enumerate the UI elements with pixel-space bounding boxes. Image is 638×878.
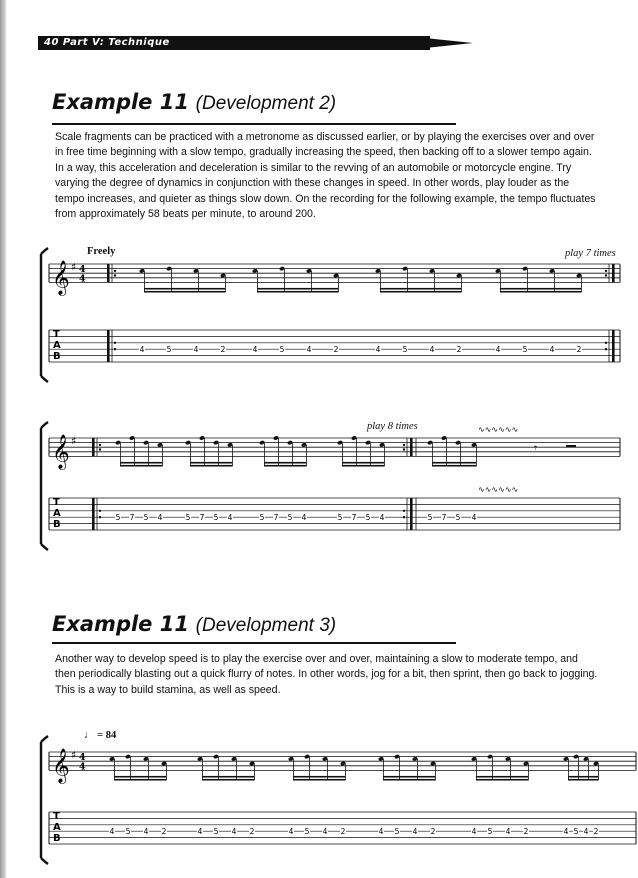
tab-fret-number: 2	[430, 827, 436, 837]
tab-fret-number: 4	[143, 827, 149, 837]
vibrato-mark: ∿∿∿∿∿∿	[478, 425, 519, 434]
tab-fret-number: 4	[288, 827, 294, 837]
tab-fret-number: 4	[322, 827, 328, 837]
example-number: Example 11	[52, 612, 189, 636]
beam	[432, 462, 476, 464]
music-system	[41, 422, 620, 550]
tab-fret-number: 4	[227, 513, 233, 523]
tab-fret-number: 4	[231, 827, 237, 837]
beam	[144, 291, 225, 293]
tab-clef-letter: A	[53, 508, 61, 519]
tab-fret-number: 4	[109, 827, 115, 837]
tab-fret-number: 4	[193, 345, 199, 355]
repeat-dot	[99, 444, 101, 446]
repeat-dot	[114, 348, 116, 350]
tab-fret-number: 4	[429, 345, 435, 355]
tab-fret-number: 4	[301, 513, 307, 523]
tab-fret-number: 5	[522, 345, 528, 355]
beam	[114, 779, 166, 781]
tab-fret-number: 4	[495, 345, 501, 355]
example-subtitle: (Development 2)	[195, 93, 337, 114]
tab-fret-number: 2	[523, 827, 529, 837]
beam	[144, 288, 225, 290]
beam	[500, 288, 581, 290]
beam	[202, 776, 254, 778]
repeat-thick-bar	[612, 264, 615, 282]
music-system	[41, 736, 636, 864]
repeat-instruction: play 8 times	[367, 421, 418, 432]
key-signature-sharp: ♯	[71, 748, 77, 762]
beam	[476, 776, 528, 778]
tab-fret-number: 2	[456, 345, 462, 355]
tab-fret-number: 5	[287, 513, 293, 523]
tab-fret-number: 4	[378, 827, 384, 837]
beam	[500, 291, 581, 293]
tab-fret-number: 5	[304, 827, 310, 837]
tab-fret-number: 4	[139, 345, 145, 355]
beam	[432, 465, 476, 467]
repeat-thick-bar	[410, 438, 413, 456]
tab-fret-number: 5	[213, 513, 219, 523]
repeat-thick-bar	[410, 498, 413, 530]
tab-fret-number: 7	[351, 513, 357, 523]
beam	[120, 465, 162, 467]
tab-fret-number: 5	[337, 513, 343, 523]
key-signature-sharp: ♯	[71, 260, 77, 274]
body-paragraph: Another way to develop speed is to play the exercise over and over, maintaining a slow to moderate tempo, and then periodically blasting out a quick flurry of notes. In other words, jog for a bit, then sprint, then go back to jogging. This is a way to build stamina, as well as speed.	[55, 653, 598, 696]
repeat-thick-bar	[107, 330, 110, 362]
tab-fret-number: 5	[115, 513, 121, 523]
tab-fret-number: 7	[199, 513, 205, 523]
vibrato-mark: ∿∿∿∿∿∿	[478, 485, 519, 494]
eighth-rest-icon: 𝄾	[534, 441, 538, 455]
tab-fret-number: 4	[412, 827, 418, 837]
repeat-dot	[605, 342, 607, 344]
tab-fret-number: 5	[427, 513, 433, 523]
tab-fret-number: 4	[379, 513, 385, 523]
system-bracket	[41, 422, 48, 550]
repeat-dot	[605, 274, 607, 276]
key-signature-sharp: ♯	[71, 434, 77, 448]
beam	[120, 462, 162, 464]
beam	[568, 776, 598, 778]
tab-fret-number: 2	[333, 345, 339, 355]
tab-clef-letter: A	[53, 822, 61, 833]
tab-fret-number: 5	[125, 827, 131, 837]
tab-fret-number: 4	[197, 827, 203, 837]
repeat-instruction: play 7 times	[565, 248, 616, 259]
beam	[202, 779, 254, 781]
beam	[264, 465, 306, 467]
beam	[114, 776, 166, 778]
tab-fret-number: 4	[505, 827, 511, 837]
repeat-dot	[99, 516, 101, 518]
tab-fret-number: 4	[306, 345, 312, 355]
tab-fret-number: 4	[375, 345, 381, 355]
repeat-thick-bar	[92, 438, 95, 456]
repeat-dot	[114, 274, 116, 276]
repeat-thick-bar	[612, 330, 615, 362]
beam	[380, 288, 461, 290]
tab-fret-number: 5	[143, 513, 149, 523]
tab-fret-number: 4	[549, 345, 555, 355]
tab-fret-number: 5	[455, 513, 461, 523]
tab-fret-number: 2	[161, 827, 167, 837]
repeat-dot	[99, 510, 101, 512]
treble-clef-icon: 𝄞	[52, 748, 70, 784]
beam	[476, 779, 528, 781]
beam	[383, 779, 435, 781]
repeat-dot	[114, 270, 116, 272]
tab-fret-number: 4	[157, 513, 163, 523]
repeat-dot	[403, 444, 405, 446]
treble-clef-icon: 𝄞	[52, 260, 70, 296]
system-bracket	[41, 736, 48, 864]
tab-fret-number: 7	[273, 513, 279, 523]
tab-fret-number: 4	[563, 827, 569, 837]
tab-fret-number: 5	[402, 345, 408, 355]
tab-fret-number: 5	[365, 513, 371, 523]
repeat-thick-bar	[107, 264, 110, 282]
repeat-dot	[114, 342, 116, 344]
beam	[257, 288, 338, 290]
tab-fret-number: 4	[583, 827, 589, 837]
tab-fret-number: 2	[340, 827, 346, 837]
time-signature-top: 4	[79, 264, 86, 276]
tab-fret-number: 2	[220, 345, 226, 355]
treble-clef-icon: 𝄞	[52, 434, 70, 470]
tab-fret-number: 4	[252, 345, 258, 355]
tab-fret-number: 5	[259, 513, 265, 523]
tab-fret-number: 2	[249, 827, 255, 837]
tempo-marking: Freely	[87, 246, 116, 257]
tab-fret-number: 7	[129, 513, 135, 523]
repeat-dot	[403, 448, 405, 450]
running-head: 40 Part V: Technique	[44, 37, 170, 48]
tab-fret-number: 7	[441, 513, 447, 523]
beam	[293, 776, 345, 778]
tab-clef-letter: T	[53, 497, 60, 508]
tab-fret-number: 2	[576, 345, 582, 355]
beam	[293, 779, 345, 781]
beam	[568, 779, 598, 781]
beam	[264, 462, 306, 464]
tempo-marking: ♩ = 84	[84, 730, 117, 741]
beam	[190, 465, 232, 467]
repeat-dot	[99, 448, 101, 450]
tab-clef-letter: T	[53, 329, 60, 340]
example-subtitle: (Development 3)	[195, 615, 337, 636]
tab-clef-letter: B	[53, 351, 61, 362]
repeat-dot	[605, 270, 607, 272]
tab-fret-number: 5	[166, 345, 172, 355]
time-signature-top: 4	[79, 752, 86, 764]
tab-fret-number: 5	[573, 827, 579, 837]
tab-clef-letter: A	[53, 340, 61, 351]
beam	[380, 291, 461, 293]
tab-clef-letter: B	[53, 519, 61, 530]
beam	[342, 462, 384, 464]
repeat-thick-bar	[92, 498, 95, 530]
beam	[342, 465, 384, 467]
beam	[190, 462, 232, 464]
beam	[257, 291, 338, 293]
tab-fret-number: 4	[471, 513, 477, 523]
tab-fret-number: 5	[279, 345, 285, 355]
tab-fret-number: 2	[593, 827, 599, 837]
repeat-dot	[403, 510, 405, 512]
repeat-dot	[605, 348, 607, 350]
half-rest-icon	[566, 445, 576, 447]
tab-fret-number: 5	[213, 827, 219, 837]
tab-fret-number: 5	[394, 827, 400, 837]
repeat-dot	[403, 516, 405, 518]
tab-clef-letter: B	[53, 833, 61, 844]
body-paragraph: Scale fragments can be practiced with a metronome as discussed earlier, or by playing the exercises over and over in free time beginning with a slow tempo, gradually increasing the speed, then backing off to a slower tempo again. In a way, this acceleration and deceleration is similar to the revving of an automobile or motorcycle engine. Try varying the degree of dynamics in conjunction with these changes in speed. In other words, play louder as the tempo increases, and quieter as things slow down. On the recording for the following example, the tempo fluctuates from approximately 58 beats per minute, to around 200.	[55, 131, 596, 221]
time-signature-bottom: 4	[79, 273, 86, 285]
beam	[383, 776, 435, 778]
system-bracket	[41, 248, 48, 382]
tab-clef-letter: T	[53, 811, 60, 822]
tab-fret-number: 5	[487, 827, 493, 837]
music-system	[41, 248, 620, 382]
time-signature-bottom: 4	[79, 761, 86, 773]
tab-fret-number: 4	[471, 827, 477, 837]
example-number: Example 11	[52, 90, 189, 114]
tab-fret-number: 5	[185, 513, 191, 523]
